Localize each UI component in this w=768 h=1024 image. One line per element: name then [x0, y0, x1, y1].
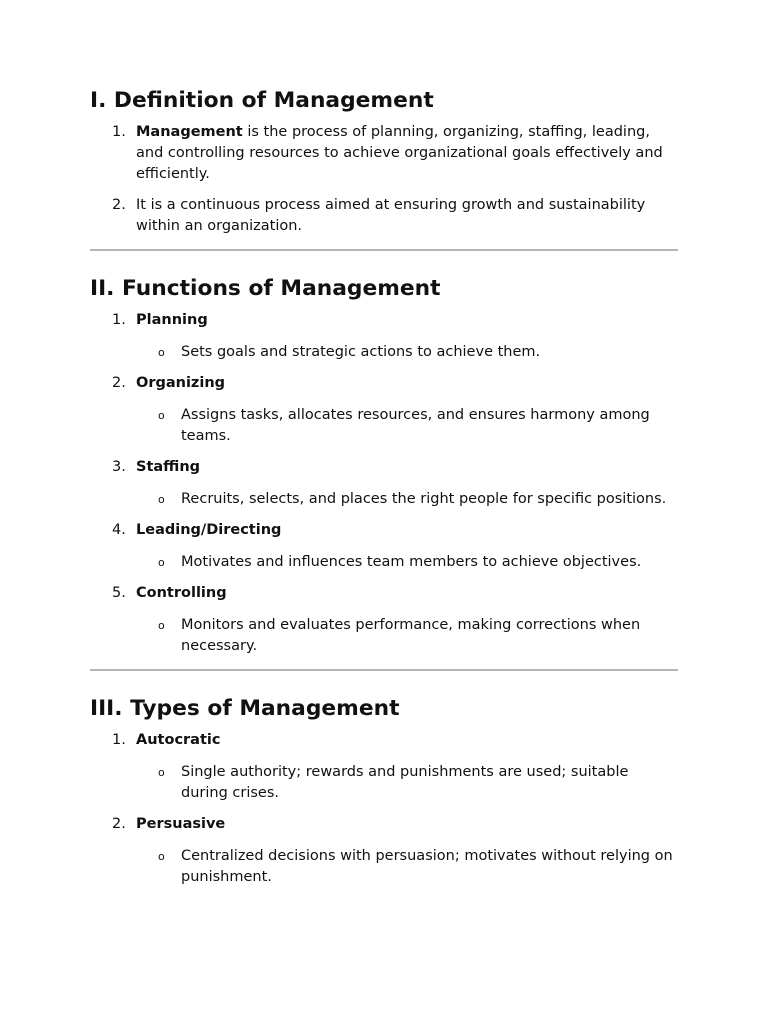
sub-list-item	[90, 405, 678, 447]
function-description: Motivates and influences team members to achieve objectives.	[181, 554, 642, 570]
list-number: 1.	[112, 732, 126, 748]
list-number: 2.	[112, 197, 126, 213]
sub-list-item	[90, 552, 678, 573]
sub-list	[136, 405, 678, 447]
section-divider	[90, 669, 678, 671]
sub-list-item	[90, 762, 678, 804]
definition-list	[90, 122, 678, 237]
sub-list	[136, 489, 678, 510]
document-page	[90, 90, 678, 888]
list-item	[90, 373, 678, 447]
section-title-functions: II. Functions of Management	[90, 276, 441, 301]
list-number: 1.	[112, 124, 126, 140]
list-item	[90, 310, 678, 363]
circle-bullet-icon: o	[158, 619, 165, 632]
function-description: Sets goals and strategic actions to achieve them.	[181, 344, 541, 360]
function-name: Staffing	[136, 459, 201, 475]
function-description: Monitors and evaluates performance, making corrections when necessary.	[181, 617, 641, 654]
types-list	[90, 730, 678, 888]
circle-bullet-icon: o	[158, 766, 165, 779]
function-description: Recruits, selects, and places the right people for specific positions.	[181, 491, 667, 507]
list-number: 5.	[112, 585, 126, 601]
type-name: Persuasive	[136, 816, 226, 832]
list-item	[90, 814, 678, 888]
sub-list-item	[90, 342, 678, 363]
list-number: 1.	[112, 312, 126, 328]
sub-list-item	[90, 489, 678, 510]
definition-text: is the process of planning, organizing, staffing, leading, and controlling resources to achieve organizational goals effectively and efficiently.	[136, 124, 663, 182]
list-item	[90, 730, 678, 804]
sub-list-item	[90, 846, 678, 888]
list-number: 2.	[112, 816, 126, 832]
list-item	[90, 457, 678, 510]
sub-list	[136, 846, 678, 888]
function-name: Controlling	[136, 585, 227, 601]
list-number: 4.	[112, 522, 126, 538]
sub-list	[136, 552, 678, 573]
sub-list	[136, 762, 678, 804]
sub-list	[136, 615, 678, 657]
circle-bullet-icon: o	[158, 493, 165, 506]
sub-list-item	[90, 615, 678, 657]
list-item	[90, 195, 678, 237]
function-name: Planning	[136, 312, 208, 328]
type-description: Single authority; rewards and punishments are used; suitable during crises.	[181, 764, 629, 801]
function-name: Leading/Directing	[136, 522, 282, 538]
list-item	[90, 583, 678, 657]
section-title-definition: I. Definition of Management	[90, 88, 434, 113]
term-management: Management	[136, 124, 243, 140]
definition-text: It is a continuous process aimed at ensuring growth and sustainability within an organization.	[136, 197, 646, 234]
section-divider	[90, 249, 678, 251]
functions-list	[90, 310, 678, 657]
circle-bullet-icon: o	[158, 850, 165, 863]
function-name: Organizing	[136, 375, 226, 391]
list-item	[90, 520, 678, 573]
list-item	[90, 122, 678, 185]
type-description: Centralized decisions with persuasion; motivates without relying on punishment.	[181, 848, 673, 885]
list-number: 3.	[112, 459, 126, 475]
circle-bullet-icon: o	[158, 409, 165, 422]
list-number: 2.	[112, 375, 126, 391]
circle-bullet-icon: o	[158, 346, 165, 359]
type-name: Autocratic	[136, 732, 221, 748]
circle-bullet-icon: o	[158, 556, 165, 569]
function-description: Assigns tasks, allocates resources, and ensures harmony among teams.	[181, 407, 650, 444]
section-title-types: III. Types of Management	[90, 696, 400, 721]
sub-list	[136, 342, 678, 363]
